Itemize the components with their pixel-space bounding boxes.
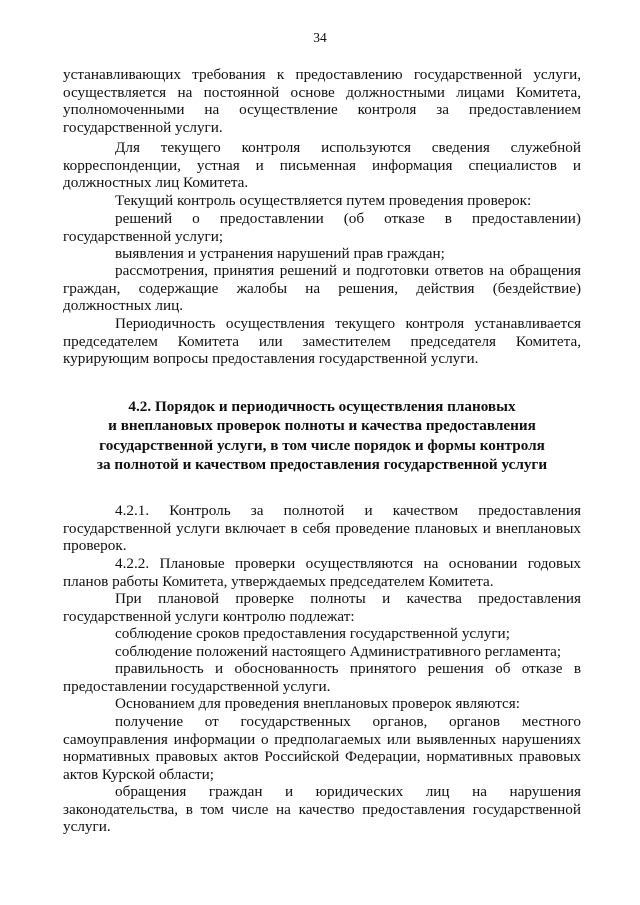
paragraph-continuation: устанавливающих требования к предоставлению государственной услуги, осуществляется на постоянной основе должностными лицами Комитета, уполномоченными на осуществление контроля за предоставлением государственной услуги. bbox=[63, 66, 581, 136]
heading-line: и внеплановых проверок полноты и качества предоставления bbox=[108, 417, 536, 435]
list-item-violations: выявления и устранения нарушений прав граждан; bbox=[115, 245, 445, 262]
list-item-citizen-appeals: обращения граждан и юридических лиц на нарушения законодательства, в том числе на качество предоставления государственной услуги. bbox=[63, 783, 581, 836]
list-item-appeals: рассмотрения, принятия решений и подготовки ответов на обращения граждан, содержащие жалобы на решения, действия (бездействие) должностных лиц. bbox=[63, 262, 581, 315]
paragraph-current-control-sources: Для текущего контроля используются сведения служебной корреспонденции, устная и письменная информация специалистов и должностных лиц Комитета. bbox=[63, 139, 581, 192]
heading-line: государственной услуги, в том числе порядок и формы контроля bbox=[99, 436, 545, 454]
paragraph-4-2-1: 4.2.1. Контроль за полнотой и качеством предоставления государственной услуги включает в себя проведение плановых и внеплановых проверок. bbox=[63, 502, 581, 555]
section-heading bbox=[63, 397, 581, 474]
paragraph-periodicity: Периодичность осуществления текущего контроля устанавливается председателем Комитета или заместителем председателя Комитета, курирующим вопросы предоставления государственной услуги. bbox=[63, 315, 581, 368]
heading-line: за полнотой и качеством предоставления государственной услуги bbox=[96, 455, 548, 473]
paragraph-current-control-checks: Текущий контроль осуществляется путем проведения проверок: bbox=[115, 192, 532, 209]
heading-line: 4.2. Порядок и периодичность осуществления плановых bbox=[128, 398, 516, 415]
list-item-info-from-authorities: получение от государственных органов, органов местного самоуправления информации о предполагаемых или выявленных нарушениях нормативных правовых актов Российской Федерации, нормативных правовых актов Курской области; bbox=[63, 713, 581, 783]
list-item-regulation-compliance: соблюдение положений настоящего Административного регламента; bbox=[115, 643, 562, 660]
page-number: 34 bbox=[313, 30, 327, 45]
paragraph-4-2-2: 4.2.2. Плановые проверки осуществляются на основании годовых планов работы Комитета, утверждаемых председателем Комитета. bbox=[63, 555, 581, 590]
paragraph-planned-check-subjects: При плановой проверке полноты и качества предоставления государственной услуги контролю подлежат: bbox=[63, 590, 581, 625]
list-item-deadlines: соблюдение сроков предоставления государственной услуги; bbox=[115, 625, 510, 642]
list-item-decisions: решений о предоставлении (об отказе в предоставлении) государственной услуги; bbox=[63, 210, 581, 245]
list-item-refusal-correctness: правильность и обоснованность принятого решения об отказе в предоставлении государственной услуги. bbox=[63, 660, 581, 695]
paragraph-unplanned-grounds: Основанием для проведения внеплановых проверок являются: bbox=[115, 695, 520, 712]
